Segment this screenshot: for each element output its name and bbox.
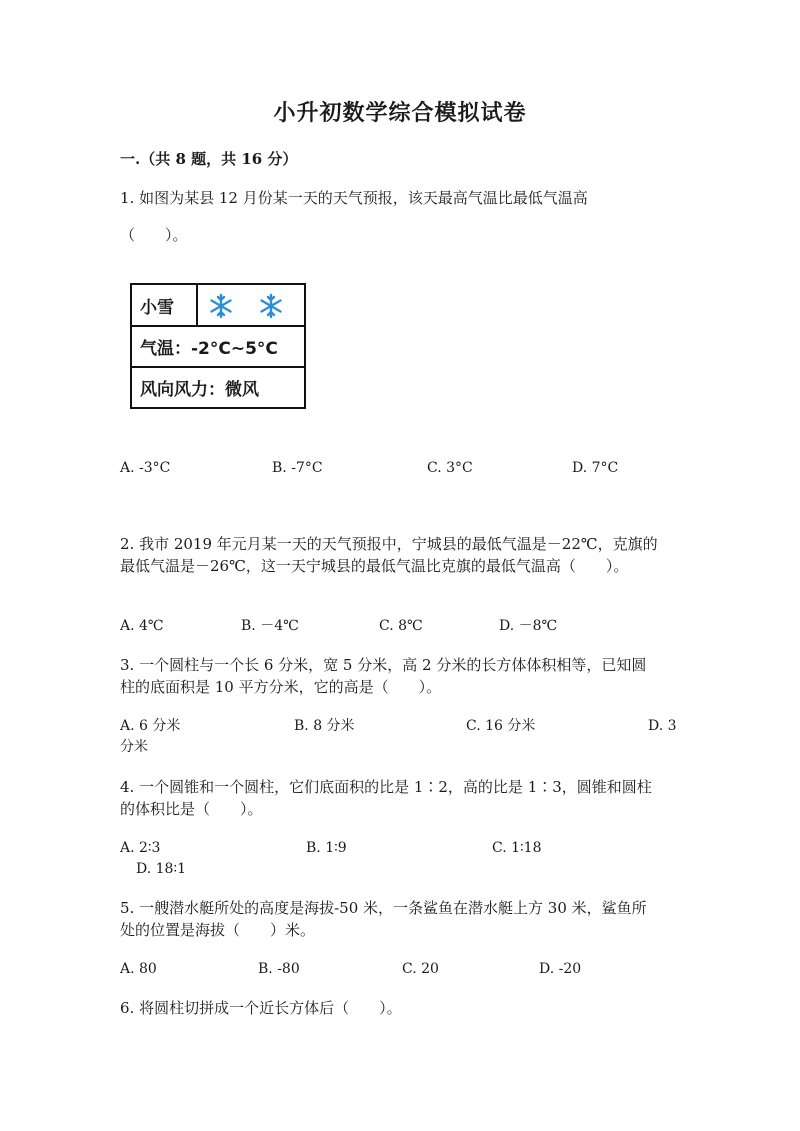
weather-temperature-text: 气温：-2°C~5°C (140, 339, 278, 359)
q5-option-d[interactable]: D. -20 (539, 961, 582, 977)
weather-wind-text: 风向风力：微风 (140, 380, 259, 400)
snowflake-icon (206, 291, 236, 321)
q5-option-b[interactable]: B. -80 (258, 961, 300, 977)
section-heading: 一.（共 8 题，共 16 分） (120, 150, 298, 168)
q6-line1: 6. 将圆柱切拼成一个近长方体后（ ）。 (120, 999, 402, 1017)
q3-option-b[interactable]: B. 8 分米 (294, 718, 355, 734)
q4-line2: 的体积比是（ ）。 (120, 800, 263, 818)
weather-row-temperature (132, 327, 304, 368)
q3-option-c[interactable]: C. 16 分米 (466, 718, 536, 734)
page-title: 小升初数学综合模拟试卷 (273, 100, 527, 126)
q1-line1: 1. 如图为某县 12 月份某一天的天气预报，该天最高气温比最低气温高 (120, 189, 588, 207)
q1-option-b[interactable]: B. -7°C (272, 460, 323, 476)
q1-option-d[interactable]: D. 7°C (572, 460, 619, 476)
q5-line2: 处的位置是海拔（ ）米。 (120, 921, 316, 939)
q4-line1: 4. 一个圆锥和一个圆柱，它们底面积的比是 1∶2，高的比是 1∶3，圆锥和圆柱 (120, 778, 652, 796)
q5-option-c[interactable]: C. 20 (402, 961, 439, 977)
q2-option-c[interactable]: C. 8℃ (379, 618, 423, 634)
snowflake-icon (256, 291, 286, 321)
q3-option-a[interactable]: A. 6 分米 (120, 718, 181, 734)
q1-option-c[interactable]: C. 3°C (427, 460, 473, 476)
q3-option-d[interactable]: D. 3 (648, 718, 677, 734)
q3-line2: 柱的底面积是 10 平方分米，它的高是（ ）。 (120, 678, 442, 696)
weather-condition-label: 小雪 (140, 297, 174, 318)
q4-option-b[interactable]: B. 1∶9 (306, 840, 347, 856)
q1-option-a[interactable]: A. -3°C (120, 460, 171, 476)
q2-option-b[interactable]: B. －4℃ (241, 618, 299, 634)
weather-row-wind (132, 368, 304, 407)
q2-option-d[interactable]: D. －8℃ (499, 618, 558, 634)
q4-option-a[interactable]: A. 2∶3 (120, 840, 161, 856)
weather-forecast-card (130, 283, 306, 409)
q2-line2: 最低气温是－26℃，这一天宁城县的最低气温比克旗的最低气温高（ ）。 (120, 557, 629, 575)
q2-option-a[interactable]: A. 4℃ (120, 618, 164, 634)
q4-option-c[interactable]: C. 1∶18 (492, 840, 542, 856)
weather-row-condition (132, 285, 304, 327)
q4-option-d[interactable]: D. 18∶1 (136, 861, 186, 877)
q3-option-d-unit: 分米 (120, 739, 148, 755)
q3-line1: 3. 一个圆柱与一个长 6 分米，宽 5 分米，高 2 分米的长方体体积相等，已知圆 (120, 656, 647, 674)
weather-divider (196, 285, 198, 325)
q5-option-a[interactable]: A. 80 (120, 961, 157, 977)
q2-line1: 2. 我市 2019 年元月某一天的天气预报中，宁城县的最低气温是－22℃，克旗的 (120, 535, 658, 553)
q1-line2: （ ）。 (120, 226, 188, 244)
q5-line1: 5. 一艘潜水艇所处的高度是海拔-50 米，一条鲨鱼在潜水艇上方 30 米，鲨鱼所 (120, 899, 647, 917)
